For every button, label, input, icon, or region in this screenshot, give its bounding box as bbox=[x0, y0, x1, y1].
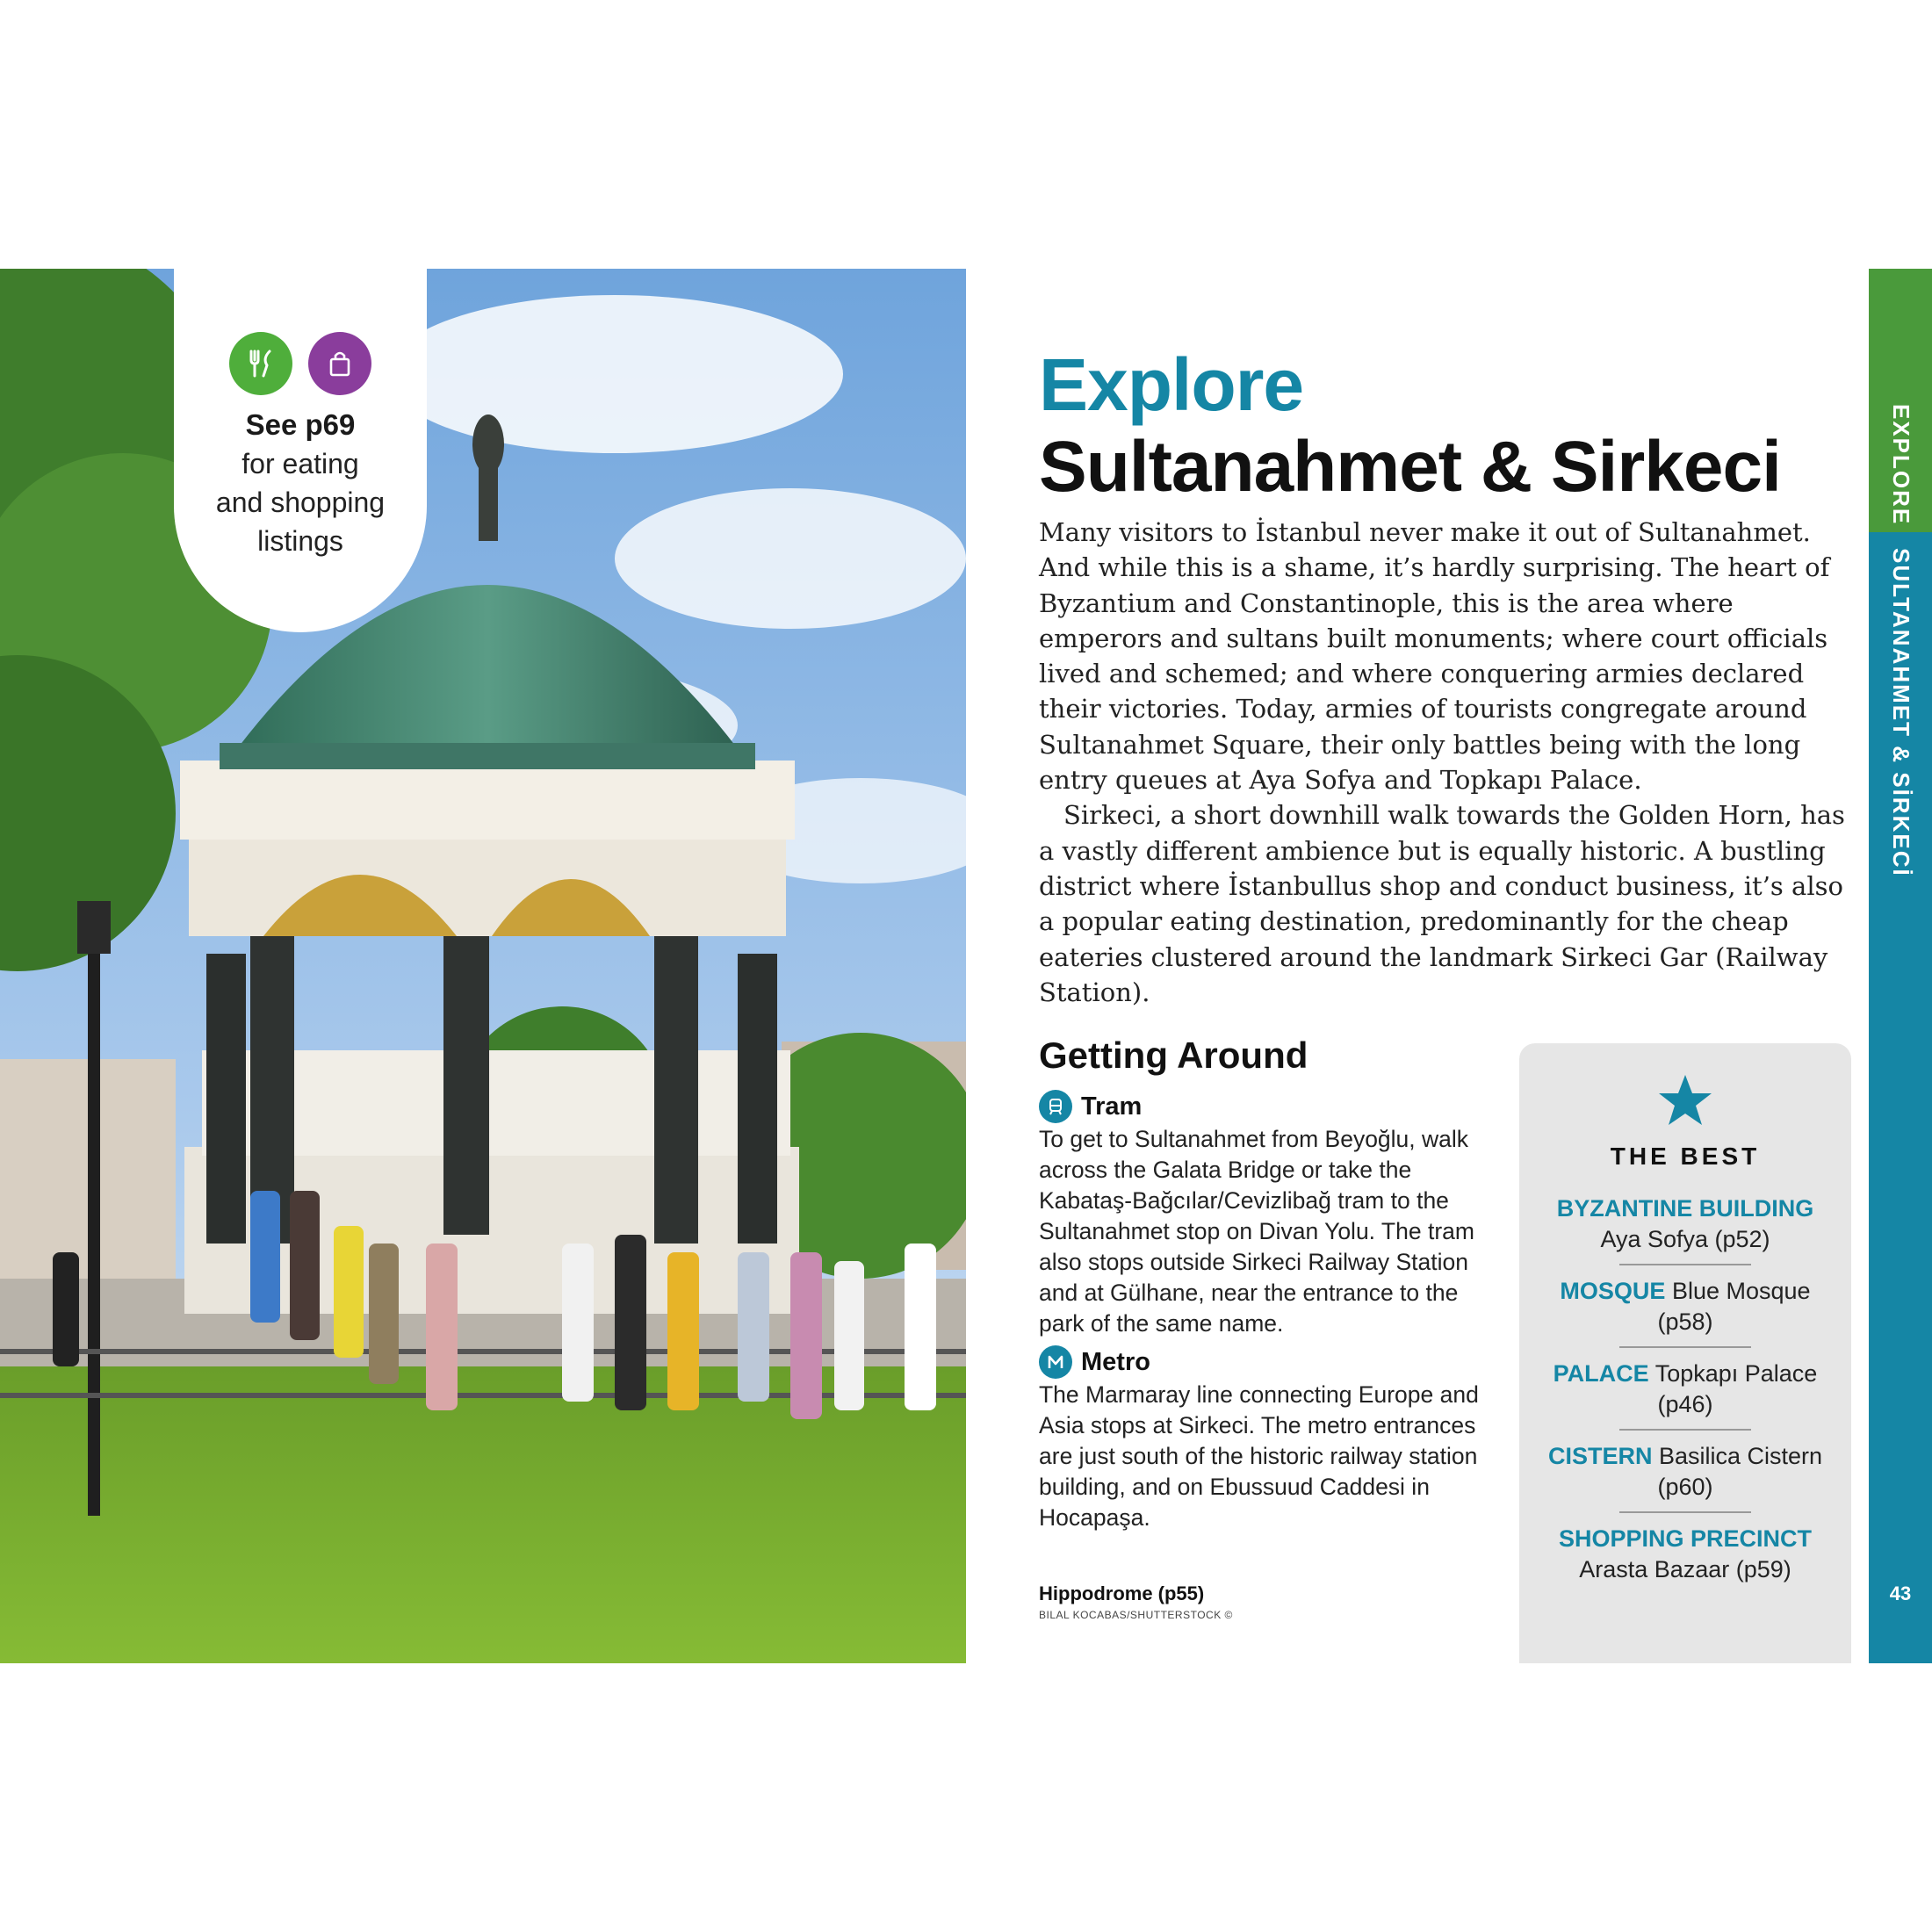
caption-title: Hippodrome (p55) bbox=[1039, 1582, 1205, 1604]
callout-line-2: and shopping bbox=[215, 487, 386, 518]
shopping-bag-icon bbox=[308, 332, 371, 395]
photo-credit: BILAL KOCABAS/SHUTTERSTOCK © bbox=[1039, 1609, 1233, 1621]
tram-label: Tram bbox=[1081, 1092, 1143, 1121]
best-item-text: Arasta Bazaar (p59) bbox=[1579, 1556, 1791, 1582]
getting-around-heading: Getting Around bbox=[1039, 1034, 1308, 1076]
best-item-text: Aya Sofya (p52) bbox=[1600, 1226, 1770, 1252]
best-item-category: PALACE bbox=[1553, 1360, 1649, 1387]
intro-paragraph-1: Many visitors to İstanbul never make it out of Sultanahmet. And while this is a shame, it’s hardly surprising. The heart of Byzantium and Constantinople, this is the area where emperors and sultans built monuments; where court officials lived and schemed; and where conquering armies declared their victories. Today, armies of tourists congregate around Sultanahmet Square, their only battles being with the long entry queues at Aya Sofya and Topkapı Palace. bbox=[1039, 517, 1830, 796]
side-tab-section: EXPLORE bbox=[1888, 404, 1914, 526]
best-item-category: CISTERN bbox=[1547, 1443, 1653, 1469]
divider bbox=[1619, 1346, 1751, 1348]
callout-line-3: listings bbox=[257, 525, 343, 557]
page-title-area: Sultanahmet & Sirkeci bbox=[1039, 427, 1781, 507]
metro-icon bbox=[1039, 1345, 1072, 1379]
best-item-text: Basilica Cistern (p60) bbox=[1657, 1443, 1823, 1500]
the-best-box bbox=[1519, 1043, 1851, 1663]
metro-label: Metro bbox=[1081, 1347, 1150, 1376]
best-item[interactable] bbox=[1519, 1359, 1851, 1420]
fountain-photo bbox=[0, 269, 966, 1663]
divider bbox=[1619, 1429, 1751, 1431]
star-icon bbox=[1519, 1073, 1851, 1132]
intro-text bbox=[1039, 515, 1847, 1010]
side-tab-area: SULTANAHMET & SİRKECİ bbox=[1888, 548, 1914, 877]
fork-knife-icon bbox=[229, 332, 292, 395]
tram-heading bbox=[1039, 1089, 1496, 1124]
see-page-callout bbox=[174, 269, 427, 632]
divider bbox=[1619, 1264, 1751, 1265]
metro-heading bbox=[1039, 1344, 1496, 1380]
best-item[interactable] bbox=[1519, 1193, 1851, 1255]
callout-line-1: for eating bbox=[242, 448, 359, 479]
page-number: 43 bbox=[1889, 1582, 1912, 1604]
best-item[interactable] bbox=[1519, 1524, 1851, 1585]
best-item-category: BYZANTINE BUILDING bbox=[1556, 1195, 1814, 1222]
best-item[interactable] bbox=[1519, 1441, 1851, 1503]
best-item-category: SHOPPING PRECINCT bbox=[1558, 1525, 1813, 1552]
best-item[interactable] bbox=[1519, 1276, 1851, 1337]
book-spread bbox=[0, 269, 1932, 1663]
tram-icon bbox=[1039, 1090, 1072, 1123]
section-side-tab bbox=[1869, 269, 1932, 1663]
best-item-text: Topkapı Palace (p46) bbox=[1654, 1360, 1818, 1417]
best-item-text: Blue Mosque (p58) bbox=[1657, 1278, 1811, 1335]
photo-caption bbox=[1039, 1582, 1233, 1621]
page-title-explore: Explore bbox=[1039, 343, 1304, 426]
see-page-ref[interactable]: See p69 bbox=[245, 408, 356, 441]
getting-around-section bbox=[1039, 1089, 1496, 1539]
the-best-heading: THE BEST bbox=[1610, 1143, 1761, 1170]
tram-text: To get to Sultanahmet from Beyoğlu, walk across the Galata Bridge or take the Kabataş-Bağcılar/Cevizlibağ tram to the Sultanahmet stop on Divan Yolu. The tram also stops outside Sirkeci Railway Station and at Gülhane, near the entrance to the park of the same name. bbox=[1039, 1126, 1474, 1337]
best-item-category: MOSQUE bbox=[1560, 1278, 1666, 1304]
metro-text: The Marmaray line connecting Europe and Asia stops at Sirkeci. The metro entrances are just south of the historic railway station building, and on Ebussuud Caddesi in Hocapaşa. bbox=[1039, 1381, 1479, 1531]
intro-paragraph-2: Sirkeci, a short downhill walk towards the Golden Horn, has a vastly different ambience but is equally historic. A bustling district where İstanbullus shop and conduct business, it’s also a popular eating destination, predominantly for the cheap eateries clustered around the landmark Sirkeci Gar (Railway Station). bbox=[1039, 800, 1845, 1007]
divider bbox=[1619, 1511, 1751, 1513]
